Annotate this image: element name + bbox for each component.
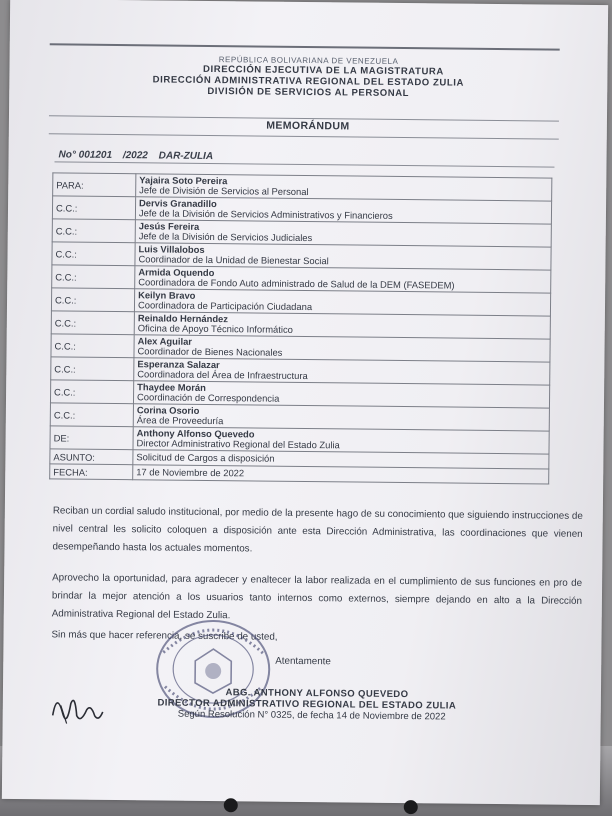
recipient-role: Coordinadora del Área de Infraestructura	[137, 368, 308, 382]
recipient-role: Director Administrativo Regional del Estado Zulia	[136, 437, 340, 451]
signatory-resolution: Según Resolución N° 0325, de fecha 14 de Noviembre de 2022	[177, 708, 446, 723]
letterhead	[9, 53, 607, 101]
signatory-name: ABG. ANTHONY ALFONSO QUEVEDO	[225, 687, 409, 701]
recipient-role: Jefe de División de Servicios al Personal	[139, 184, 309, 198]
row-label: C.C.:	[51, 311, 134, 335]
row-label: C.C.:	[52, 219, 135, 243]
letterhead-line-3: DIVISIÓN DE SERVICIOS AL PERSONAL	[207, 85, 410, 100]
recipient-name: Keilyn Bravo	[138, 288, 196, 301]
distribution-table	[49, 172, 552, 484]
recipient-role: Coordinador de Bienes Nacionales	[137, 345, 283, 358]
recipient-role: Coordinador de la Unidad de Bienestar Social	[138, 253, 329, 267]
recipient-name: Armida Oquendo	[138, 265, 215, 278]
letterhead-republic: REPÚBLICA BOLIVARIANA DE VENEZUELA	[218, 55, 399, 66]
row-label: FECHA:	[50, 464, 133, 480]
letterhead-line-1: DIRECCIÓN EJECUTIVA DE LA MAGISTRATURA	[203, 63, 444, 78]
recipient-name: Jesús Fereira	[138, 219, 200, 232]
recipient-name: Yajaira Soto Pereira	[139, 173, 228, 186]
memo-number-rule	[54, 161, 554, 167]
recipient-name: Reinaldo Hernández	[137, 311, 229, 324]
recipient-name: Corina Osorio	[136, 403, 200, 416]
row-text: Solicitud de Cargos a disposición	[136, 450, 275, 464]
closing-line: Sin más que hacer referencia, se suscribe de usted,	[51, 629, 278, 643]
row-value	[133, 465, 549, 484]
row-label: C.C.:	[50, 403, 133, 427]
recipient-role: Coordinadora de Participación Ciudadana	[137, 299, 313, 313]
body-paragraph-2: Aprovecho la oportunidad, para agradecer y enaltecer la labor realizada en el cumplimiento de sus funciones en pro de brindar la mejor atención a los usuarios tanto internos como externos, siempre dejando en alto a la Dirección Administrativa Regional del Estado Zulia.	[51, 572, 583, 622]
row-label: C.C.:	[52, 265, 135, 289]
memo-document	[2, 0, 608, 805]
row-label: C.C.:	[51, 288, 134, 312]
signatory-title: DIRECTOR ADMINISTRATIVO REGIONAL DEL ESTADO ZULIA	[157, 697, 457, 712]
row-label: PARA:	[53, 173, 136, 197]
row-text: 17 de Noviembre de 2022	[136, 465, 245, 479]
top-rule	[50, 43, 560, 50]
recipient-role: Área de Proveeduría	[136, 414, 224, 427]
memo-number	[59, 149, 222, 162]
punch-hole-left	[224, 798, 238, 812]
row-label: C.C.:	[52, 242, 135, 266]
row-label: C.C.:	[51, 334, 134, 358]
row-label: C.C.:	[50, 380, 133, 404]
recipient-role: Coordinación de Correspondencia	[136, 391, 280, 404]
recipient-role: Coordinadora de Fondo Auto administrado de Salud de la DEM (FASEDEM)	[138, 276, 455, 291]
row-label: C.C.:	[52, 196, 135, 220]
row-label: C.C.:	[51, 357, 134, 381]
letterhead-line-2: DIRECCIÓN ADMINISTRATIVA REGIONAL DEL ESTADO ZULIA	[152, 74, 465, 89]
punch-hole-right	[404, 800, 418, 814]
recipient-name: Anthony Alfonso Quevedo	[136, 426, 255, 439]
memo-title: MEMORÁNDUM	[266, 119, 350, 133]
recipient-name: Esperanza Salazar	[137, 357, 220, 370]
recipient-name: Thaydee Morán	[137, 380, 206, 393]
recipient-name: Luis Villalobos	[138, 242, 205, 255]
title-rule-bottom	[49, 133, 559, 139]
body-paragraph-1: Reciban un cordial saludo institucional, por medio de la presente hago de su conocimiento que siguiendo instrucciones de nivel central les solicito coloquen a disposición ante esta Dirección Administrativa, las coordinaciones que vienen desempeñando hasta los actuales momentos.	[52, 505, 583, 555]
recipient-role: Jefe de la División de Servicios Judiciales	[138, 230, 313, 244]
recipient-role: Jefe de la División de Servicios Administrativos y Financieros	[138, 207, 393, 221]
memo-number-year: /2022	[122, 150, 148, 162]
regards-line: Atentamente	[275, 655, 331, 668]
recipient-name: Dervis Granadillo	[139, 196, 217, 209]
row-label: DE:	[50, 426, 133, 450]
recipient-role: Oficina de Apoyo Técnico Informático	[137, 322, 293, 335]
memo-number-no: No° 001201	[58, 149, 113, 161]
signature-block	[3, 685, 601, 724]
row-label: ASUNTO:	[50, 449, 133, 465]
memo-number-code: DAR-ZULIA	[158, 150, 214, 163]
recipient-name: Alex Aguilar	[137, 334, 193, 347]
